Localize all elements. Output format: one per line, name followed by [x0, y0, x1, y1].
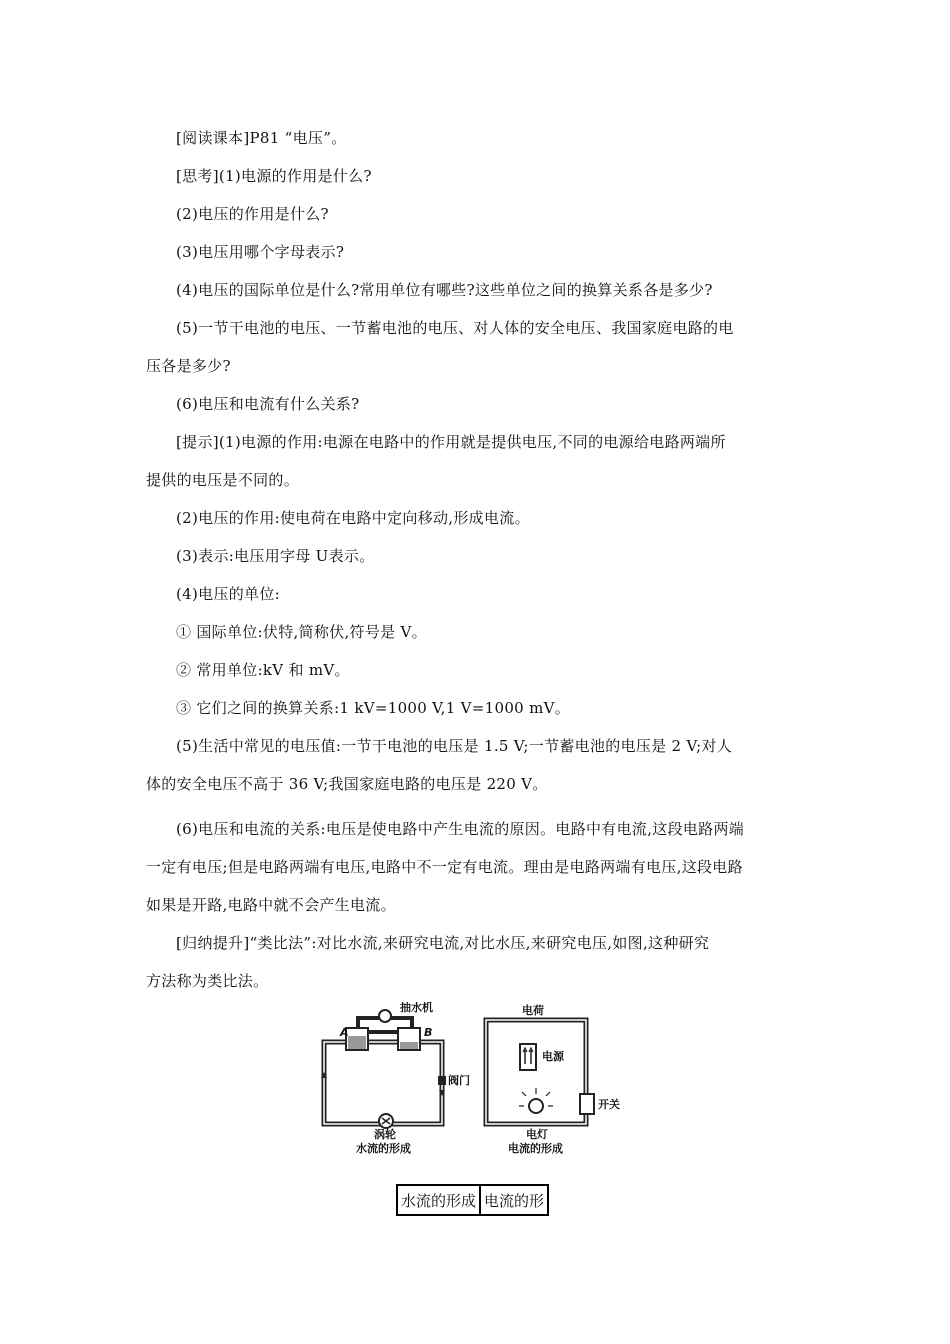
- valve-label: 阀门: [448, 1074, 470, 1087]
- table-row: [397, 1185, 548, 1215]
- text-line-22: [归纳提升]“类比法”:对比水流,来研究电流,对比水压,来研究电压,如图,这种研究: [176, 934, 710, 952]
- text-line-13: (4)电压的单位:: [176, 585, 281, 603]
- analogy-figure-svg: [318, 1002, 638, 1162]
- text-line-23: 方法称为类比法。: [146, 972, 269, 990]
- text-line-10: 提供的电压是不同的。: [146, 471, 300, 489]
- current-flow-diagram: [486, 1020, 594, 1124]
- text-line-8: (6)电压和电流有什么关系?: [176, 395, 360, 413]
- water-caption: 水流的形成: [356, 1142, 411, 1155]
- text-line-7: 压各是多少?: [146, 357, 231, 375]
- comparison-table: [396, 1184, 549, 1216]
- text-line-21: 如果是开路,电路中就不会产生电流。: [146, 896, 396, 914]
- text-line-3: (2)电压的作用是什么?: [176, 205, 329, 223]
- text-line-16: ③ 它们之间的换算关系:1 kV=1000 V,1 V=1000 mV。: [176, 699, 571, 717]
- text-line-15: ② 常用单位:kV 和 mV。: [176, 661, 350, 679]
- text-line-14: ① 国际单位:伏特,简称伏,符号是 V。: [176, 623, 427, 641]
- text-line-6: (5)一节干电池的电压、一节蓄电池的电压、对人体的安全电压、我国家庭电路的电: [176, 319, 734, 337]
- text-line-2: [思考](1)电源的作用是什么?: [176, 167, 372, 185]
- table-cell-water: 水流的形成: [397, 1185, 480, 1215]
- table-cell-current: 电流的形: [480, 1185, 548, 1215]
- charge-label: 电荷: [522, 1004, 544, 1017]
- lamp-label: 电灯: [526, 1128, 548, 1141]
- text-line-1: [阅读课本]P81 “电压”。: [176, 129, 347, 147]
- pump-label: 抽水机: [400, 1002, 433, 1014]
- source-label: 电源: [542, 1050, 564, 1063]
- current-caption: 电流的形成: [508, 1142, 563, 1155]
- text-line-17: (5)生活中常见的电压值:一节干电池的电压是 1.5 V;一节蓄电池的电压是 2 V;对人: [176, 737, 733, 755]
- point-b-label: B: [424, 1026, 433, 1039]
- text-line-20: 一定有电压;但是电路两端有电压,电路中不一定有电流。理由是电路两端有电压,这段电路: [146, 858, 743, 876]
- text-line-5: (4)电压的国际单位是什么?常用单位有哪些?这些单位之间的换算关系各是多少?: [176, 281, 713, 299]
- text-line-4: (3)电压用哪个字母表示?: [176, 243, 345, 261]
- analogy-figure: [318, 1002, 638, 1162]
- turbine-label: 涡轮: [374, 1128, 396, 1141]
- point-a-label: A: [340, 1026, 349, 1039]
- text-line-11: (2)电压的作用:使电荷在电路中定向移动,形成电流。: [176, 509, 530, 527]
- text-line-12: (3)表示:电压用字母 U表示。: [176, 547, 375, 565]
- text-line-9: [提示](1)电源的作用:电源在电路中的作用就是提供电压,不同的电源给电路两端所: [176, 433, 726, 451]
- switch-label: 开关: [598, 1098, 620, 1111]
- text-line-19: (6)电压和电流的关系:电压是使电路中产生电流的原因。电路中有电流,这段电路两端: [176, 820, 745, 838]
- text-line-18: 体的安全电压不高于 36 V;我国家庭电路的电压是 220 V。: [146, 775, 548, 793]
